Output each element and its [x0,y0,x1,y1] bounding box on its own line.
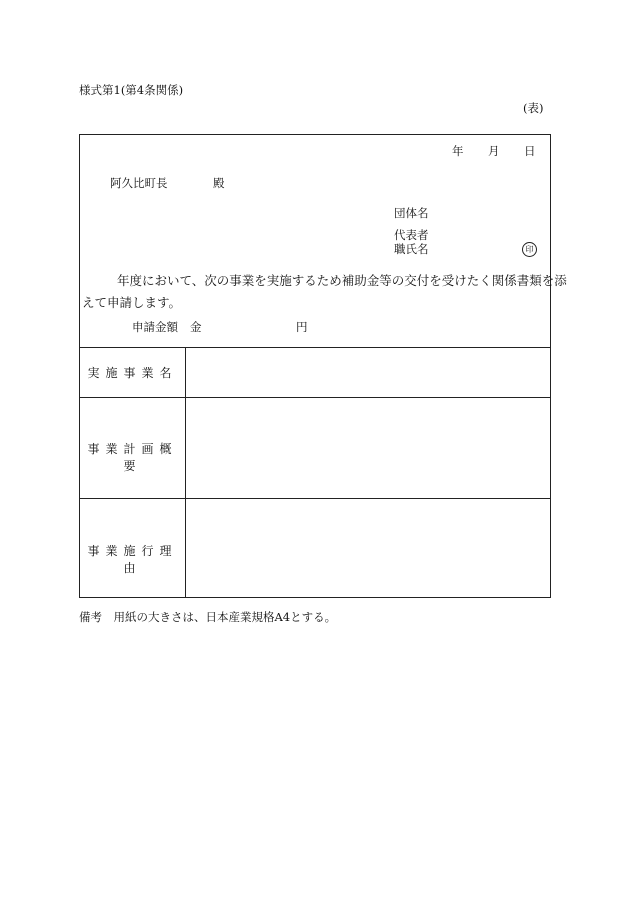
amount-unit: 円 [296,320,308,334]
row-label-plan-summary: 事業計画概要 [87,442,178,473]
amount-label: 申請金額 [132,320,178,334]
row-label-reason: 事業施行理由 [87,544,178,575]
application-text-line1: 年度において、次の事業を実施するため補助金等の交付を受けたく関係書類を添 [117,273,567,288]
plan-summary-field[interactable] [186,398,550,497]
representative-label: 代表者 [394,228,429,242]
date-day-label: 日 [524,144,536,158]
date-year-label: 年 [452,144,464,158]
application-form [79,134,567,598]
title-name-label: 職氏名 [394,242,429,256]
form-number: 様式第1(第4条関係) [79,83,184,97]
honorific: 殿 [213,176,225,190]
row-label-project-name: 実施事業名 [87,366,178,380]
addressee: 阿久比町長 [110,176,168,190]
application-text-line2: えて申請します。 [82,295,182,310]
amount-prefix: 金 [190,320,202,334]
org-name-label: 団体名 [394,206,429,220]
date-month-label: 月 [488,144,500,158]
footnote: 備考 用紙の大きさは、日本産業規格A4とする。 [79,610,337,624]
side-label: (表) [523,101,544,115]
seal-mark: 印 [522,242,537,257]
project-name-field[interactable] [186,348,550,396]
reason-field[interactable] [186,499,550,597]
